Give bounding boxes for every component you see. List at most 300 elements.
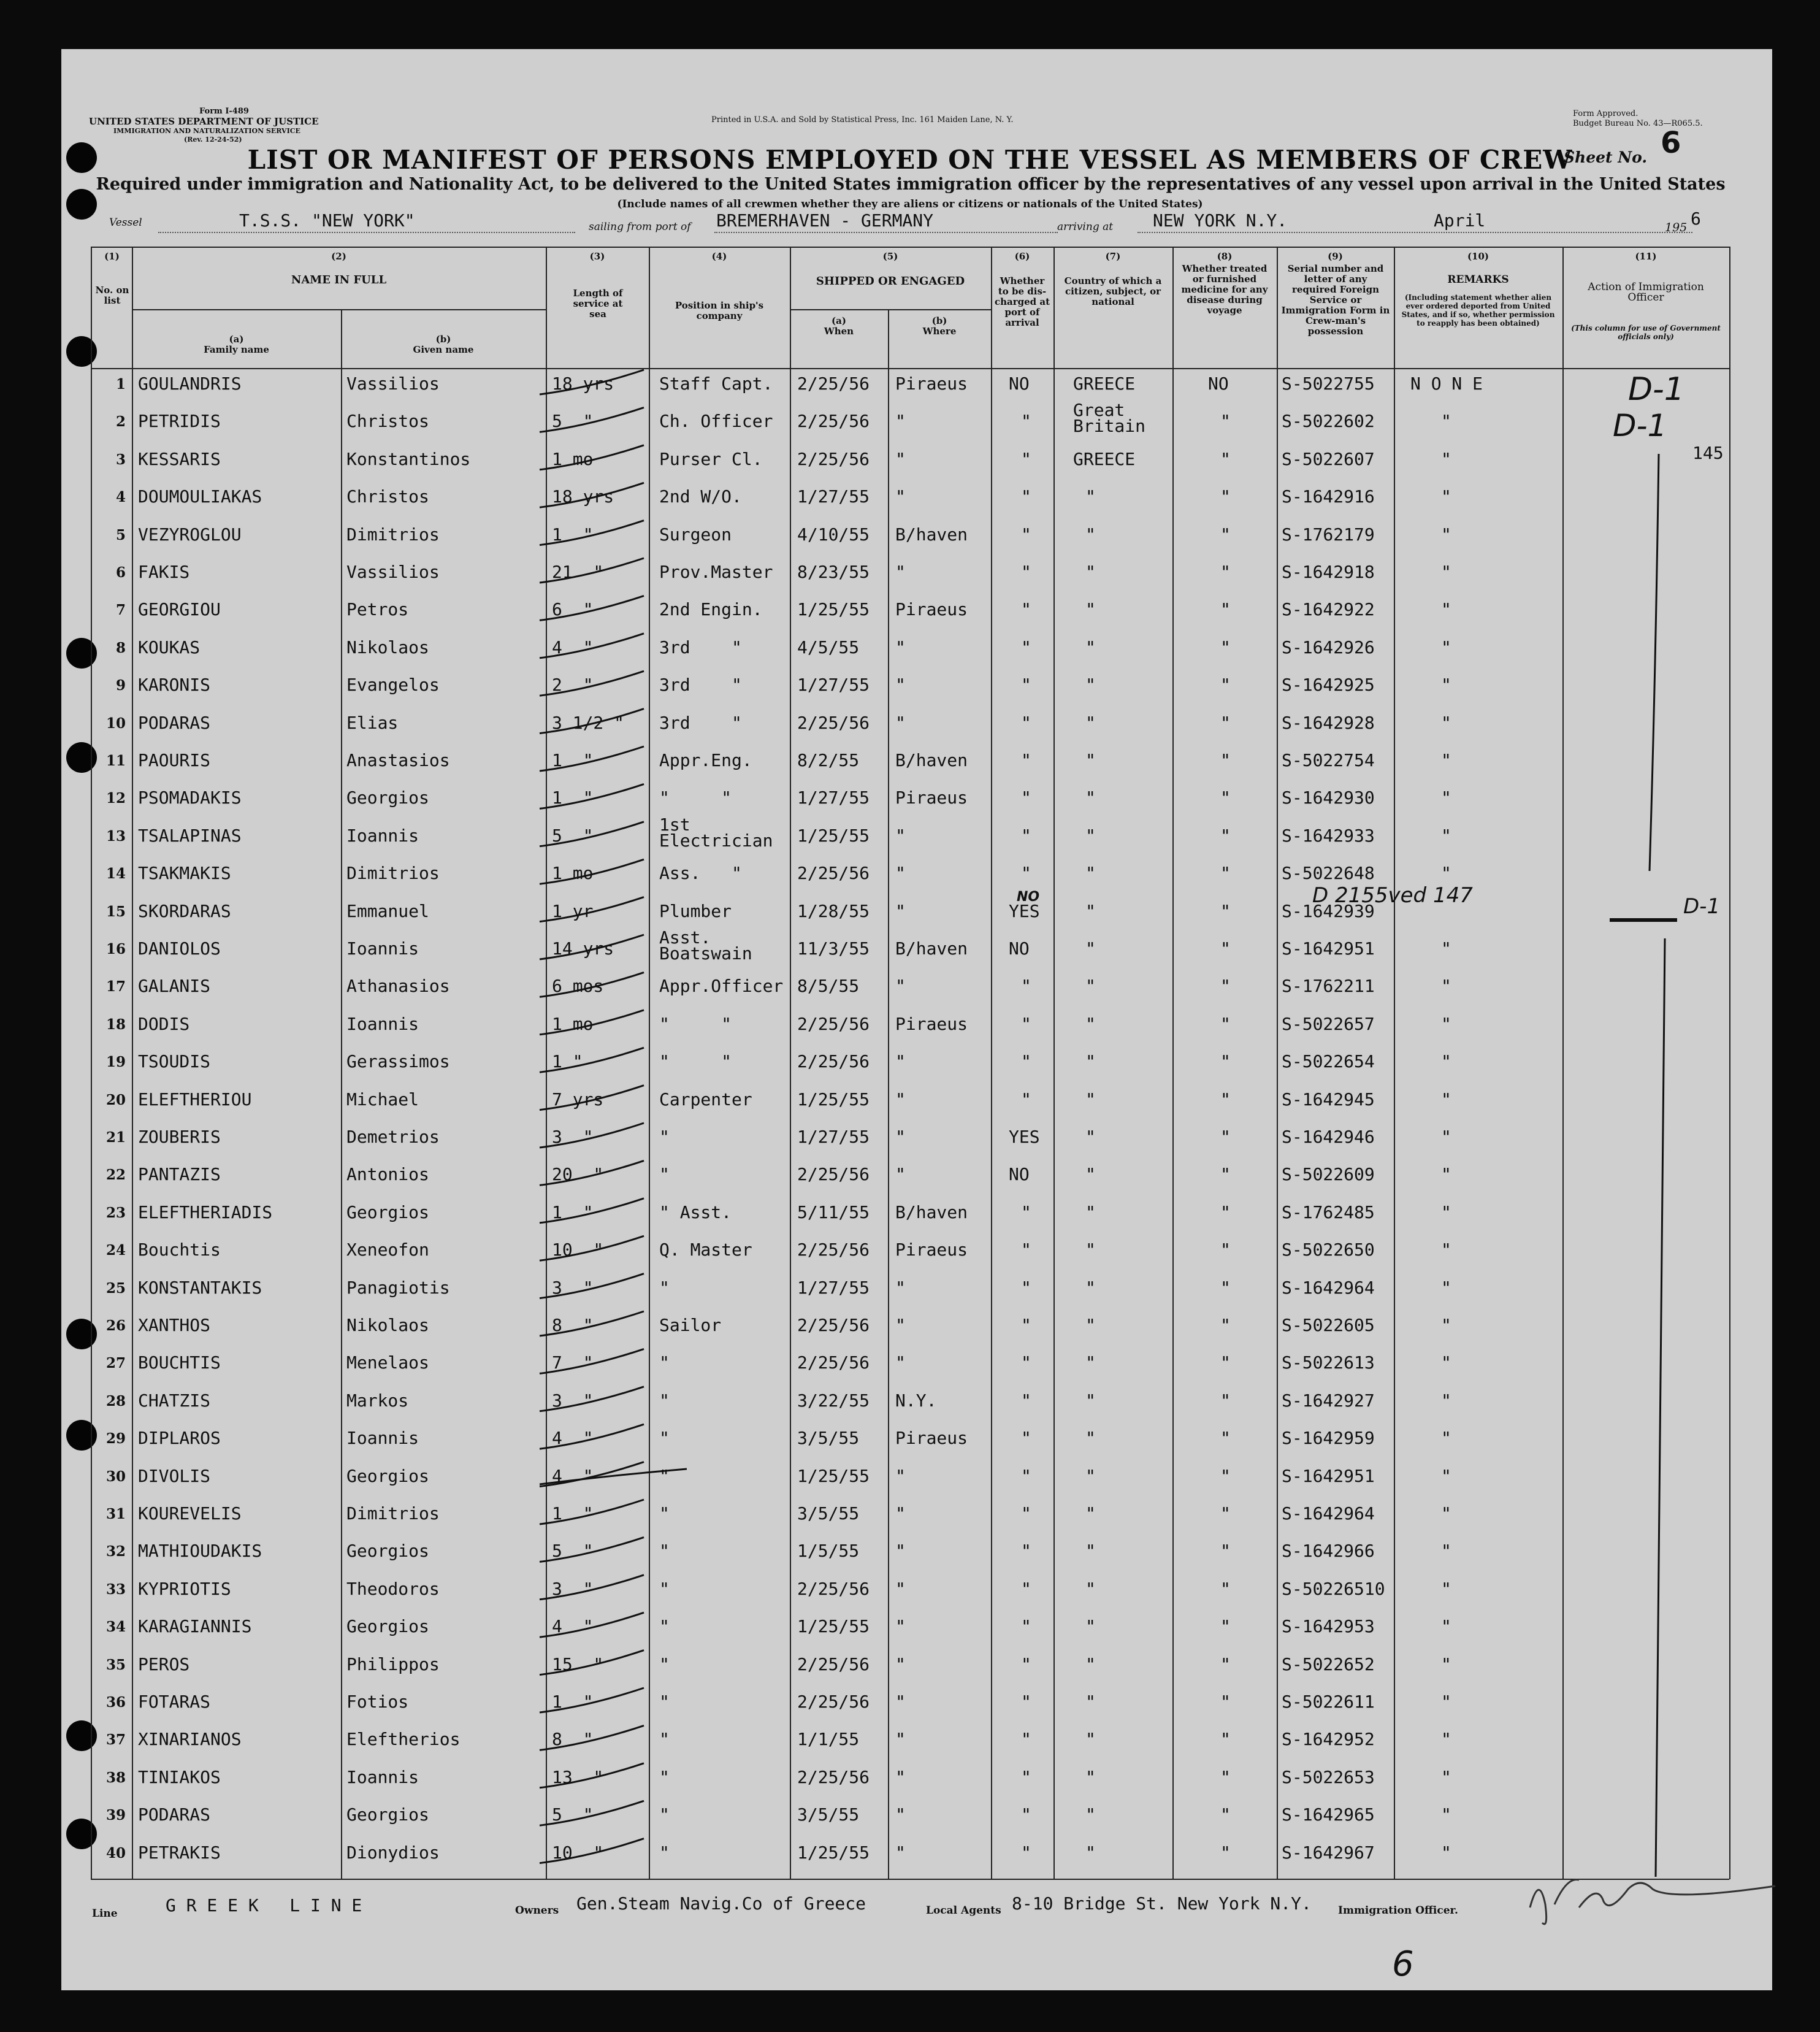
shipped-when: 2/25/56 (797, 863, 870, 884)
discharge: " (1021, 1013, 1031, 1034)
arrival-port: NEW YORK N.Y. (1153, 210, 1288, 231)
discharge: " (1021, 750, 1031, 770)
discharge: " (1021, 1692, 1031, 1712)
serial-number: S-1642965 (1282, 1804, 1375, 1825)
serial-number: S-5022605 (1282, 1315, 1375, 1335)
shipped-where: Piraeus (895, 1428, 968, 1449)
medicine: " (1220, 637, 1231, 658)
medicine: " (1220, 562, 1231, 582)
shipped-when: 2/25/56 (797, 1315, 870, 1335)
discharge: " (1021, 1503, 1031, 1524)
shipped-when: 1/25/55 (797, 1089, 870, 1110)
serial-number: S-1642933 (1282, 825, 1375, 846)
shipped-when: 1/25/55 (797, 599, 870, 620)
discharge: " (1021, 1654, 1031, 1674)
discharge: " (1021, 1315, 1031, 1335)
remarks: " (1441, 1240, 1451, 1260)
given-name: Nikolaos (346, 637, 429, 658)
family-name: DODIS (138, 1013, 190, 1034)
row-number: 10 (105, 715, 126, 732)
discharge: " (1021, 562, 1031, 582)
family-name: GALANIS (138, 976, 211, 997)
serial-number: S-5022653 (1282, 1766, 1375, 1787)
row-number: 1 (115, 376, 126, 393)
shipped-where: " (895, 825, 906, 846)
family-name: KARONIS (138, 675, 211, 696)
remarks: N O N E (1410, 374, 1483, 394)
country: " (1085, 562, 1096, 582)
serial-number: S-1642953 (1282, 1616, 1375, 1637)
shipped-when: 1/25/55 (797, 1616, 870, 1637)
serial-number: S-1642926 (1282, 637, 1375, 658)
shipped-where: B/haven (895, 1202, 968, 1222)
given-name: Konstantinos (346, 448, 471, 469)
service-length: 4 " (552, 637, 594, 658)
service-length: 1 mo (552, 863, 594, 884)
remarks: " (1441, 448, 1451, 469)
remarks: " (1441, 486, 1451, 507)
position: Staff Capt. (659, 374, 773, 394)
country: " (1085, 1240, 1096, 1260)
service-length: 4 " (552, 1465, 594, 1486)
col-10-label: REMARKS (1447, 274, 1509, 286)
remarks: " (1441, 712, 1451, 733)
shipped-when: 2/25/56 (797, 1240, 870, 1260)
position: 2nd Engin. (659, 599, 763, 620)
row-number: 9 (115, 677, 126, 694)
shipped-where: " (895, 1766, 906, 1787)
family-name: VEZYROGLOU (138, 524, 242, 545)
shipped-when: 2/25/56 (797, 1578, 870, 1599)
country: " (1085, 486, 1096, 507)
position: " (659, 1465, 670, 1486)
shipped-when: 2/25/56 (797, 1766, 870, 1787)
medicine: NO (1208, 374, 1229, 394)
remarks: " (1441, 788, 1451, 808)
col-11-label: Action of Immigration Officer (1588, 281, 1704, 304)
medicine: " (1220, 1578, 1231, 1599)
family-name: KARAGIANNIS (138, 1616, 252, 1637)
serial-number: S-1642916 (1282, 486, 1375, 507)
serial-number: S-1642964 (1282, 1277, 1375, 1298)
remarks: " (1441, 938, 1451, 959)
row-number: 35 (105, 1656, 126, 1673)
service-length: 18 yrs (552, 374, 614, 394)
row-number: 36 (105, 1694, 126, 1711)
family-name: PANTAZIS (138, 1164, 221, 1185)
discharge: " (1021, 1842, 1031, 1863)
position: " (659, 1766, 670, 1787)
given-name: Athanasios (346, 976, 450, 997)
shipped-where: " (895, 1089, 906, 1110)
position: " " (659, 1051, 732, 1072)
row-number: 16 (105, 941, 126, 957)
discharge: " (1021, 1390, 1031, 1411)
shipped-when: 1/5/55 (797, 1541, 860, 1562)
medicine: " (1220, 750, 1231, 770)
remarks: " (1441, 1692, 1451, 1712)
service-length: 10 " (552, 1842, 604, 1863)
position: Asst. Boatswain (659, 927, 752, 964)
row-number: 20 (105, 1091, 126, 1108)
row-number: 8 (115, 639, 126, 656)
serial-number: S-1642967 (1282, 1842, 1375, 1863)
service-length: 7 " (552, 1352, 594, 1373)
shipped-where: " (895, 1842, 906, 1863)
remarks: " (1441, 524, 1451, 545)
serial-number: S-1762211 (1282, 976, 1375, 997)
col-11-note: (This column for use of Government officials only) (1571, 324, 1721, 341)
col-2-label: NAME IN FULL (291, 274, 387, 286)
position: 2nd W/O. (659, 486, 742, 507)
budget-bureau: Budget Bureau No. 43—R065.5. (1573, 119, 1703, 128)
medicine: " (1220, 1692, 1231, 1712)
family-name: PODARAS (138, 712, 211, 733)
country: " (1085, 825, 1096, 846)
service-length: 1 " (552, 788, 594, 808)
row-number: 22 (105, 1167, 126, 1184)
given-name: Panagiotis (346, 1277, 450, 1298)
discharge: " (1021, 1616, 1031, 1637)
handwritten-d1-second: D-1 (1613, 408, 1667, 443)
remarks: " (1441, 1541, 1451, 1562)
country: " (1085, 524, 1096, 545)
position: " (659, 1277, 670, 1298)
row-number: 32 (105, 1543, 126, 1560)
col-11-number: (11) (1635, 251, 1657, 262)
service-length: 6 mos (552, 976, 604, 997)
given-name: Fotios (346, 1692, 409, 1712)
position: Carpenter (659, 1089, 752, 1110)
given-name: Dionydios (346, 1842, 440, 1863)
position: " (659, 1842, 670, 1863)
shipped-where: " (895, 1692, 906, 1712)
shipped-when: 8/23/55 (797, 562, 870, 582)
handwritten-no-correction: NO (1017, 889, 1040, 905)
shipped-when: 1/1/55 (797, 1729, 860, 1750)
col-2a-label: (a) Family name (204, 334, 269, 355)
serial-number: S-5022607 (1282, 448, 1375, 469)
family-name: TINIAKOS (138, 1766, 221, 1787)
service-length: 1 mo (552, 448, 594, 469)
country: " (1085, 1842, 1096, 1863)
shipped-when: 11/3/55 (797, 938, 870, 959)
handwritten-145: 145 (1692, 443, 1724, 463)
service-length: 1 yr (552, 900, 594, 921)
discharge: NO (1009, 1164, 1030, 1185)
medicine: " (1220, 1616, 1231, 1637)
col-6-label: Whether to be dis-charged at port of arrival (994, 275, 1050, 328)
medicine: " (1220, 448, 1231, 469)
col-9-number: (9) (1328, 251, 1343, 262)
row-number: 13 (105, 827, 126, 845)
service-length: 1 mo (552, 1013, 594, 1034)
sheet-number: 6 (1661, 126, 1681, 160)
serial-number: S-5022650 (1282, 1240, 1375, 1260)
discharge: " (1021, 1277, 1031, 1298)
country: GREECE (1073, 448, 1136, 469)
discharge: NO (1009, 938, 1030, 959)
serial-number: S-1642952 (1282, 1729, 1375, 1750)
given-name: Ioannis (346, 1766, 419, 1787)
serial-number: S-5022657 (1282, 1013, 1375, 1034)
serial-number: S-5022609 (1282, 1164, 1375, 1185)
year-suffix: 6 (1691, 209, 1701, 229)
remarks: " (1441, 750, 1451, 770)
country: " (1085, 675, 1096, 696)
country: " (1085, 712, 1096, 733)
shipped-where: Piraeus (895, 374, 968, 394)
shipped-when: 1/25/55 (797, 1842, 870, 1863)
row-number: 17 (105, 978, 126, 995)
discharge: " (1021, 1804, 1031, 1825)
medicine: " (1220, 1804, 1231, 1825)
medicine: " (1220, 599, 1231, 620)
position: " (659, 1541, 670, 1562)
service-length: 20 " (552, 1164, 604, 1185)
medicine: " (1220, 976, 1231, 997)
service-length: 5 " (552, 825, 594, 846)
given-name: Emmanuel (346, 900, 429, 921)
shipped-when: 2/25/56 (797, 1692, 870, 1712)
shipped-where: " (895, 863, 906, 884)
service-length: 5 " (552, 1541, 594, 1562)
family-name: FOTARAS (138, 1692, 211, 1712)
shipped-when: 2/25/56 (797, 1051, 870, 1072)
col-9-label: Serial number and letter of any required Foreign Service or Immigration Form in Crew-man's possession (1281, 263, 1390, 337)
shipped-where: " (895, 1352, 906, 1373)
discharge: NO (1009, 374, 1030, 394)
include-note: (Include names of all crewmen whether they are aliens or citizens or nationals of the United States) (617, 198, 1203, 210)
service-length: 5 " (552, 411, 594, 432)
shipped-when: 1/27/55 (797, 1127, 870, 1147)
position: Appr.Officer (659, 976, 784, 997)
discharge: " (1021, 712, 1031, 733)
country: " (1085, 1692, 1096, 1712)
handwritten-row15-action: D-1 (1683, 894, 1721, 919)
serial-number: S-5022602 (1282, 411, 1375, 432)
remarks: " (1441, 1315, 1451, 1335)
position: Prov.Master (659, 562, 773, 582)
medicine: " (1220, 1352, 1231, 1373)
shipped-when: 2/25/56 (797, 1654, 870, 1674)
medicine: " (1220, 900, 1231, 921)
col-2b-label: (b) Given name (413, 334, 474, 355)
service-length: 3 1/2 " (552, 712, 625, 733)
given-name: Ioannis (346, 825, 419, 846)
shipped-when: 1/28/55 (797, 900, 870, 921)
shipped-where: " (895, 1277, 906, 1298)
remarks: " (1441, 1729, 1451, 1750)
service-length: 4 " (552, 1616, 594, 1637)
shipped-when: 2/25/56 (797, 1013, 870, 1034)
country: " (1085, 1352, 1096, 1373)
shipped-where: " (895, 976, 906, 997)
family-name: MATHIOUDAKIS (138, 1541, 262, 1562)
medicine: " (1220, 1503, 1231, 1524)
serial-number: S-1642945 (1282, 1089, 1375, 1110)
serial-number: S-5022652 (1282, 1654, 1375, 1674)
row-number: 19 (105, 1054, 126, 1071)
row-number: 28 (105, 1392, 126, 1409)
position: " (659, 1804, 670, 1825)
line-label: Line (92, 1907, 118, 1920)
family-name: TSAKMAKIS (138, 863, 231, 884)
given-name: Georgios (346, 1465, 429, 1486)
row-number: 12 (105, 790, 126, 807)
family-name: SKORDARAS (138, 900, 231, 921)
shipped-when: 4/5/55 (797, 637, 860, 658)
remarks: " (1441, 1127, 1451, 1147)
position: " (659, 1654, 670, 1674)
col-2-number: (2) (331, 251, 346, 262)
given-name: Dimitrios (346, 1503, 440, 1524)
shipped-when: 1/27/55 (797, 788, 870, 808)
medicine: " (1220, 863, 1231, 884)
service-length: 1 " (552, 524, 594, 545)
discharge: " (1021, 1089, 1031, 1110)
medicine: " (1220, 1127, 1231, 1147)
shipped-where: " (895, 1541, 906, 1562)
shipped-when: 2/25/56 (797, 1164, 870, 1185)
row-number: 3 (115, 451, 126, 468)
discharge: " (1021, 1051, 1031, 1072)
shipped-when: 8/2/55 (797, 750, 860, 770)
medicine: " (1220, 938, 1231, 959)
family-name: DANIOLOS (138, 938, 221, 959)
serial-number: S-1642951 (1282, 1465, 1375, 1486)
remarks: " (1441, 976, 1451, 997)
country: GREECE (1073, 374, 1136, 394)
position: " (659, 1692, 670, 1712)
col-5-label: SHIPPED OR ENGAGED (816, 275, 965, 288)
col-10-note: (Including statement whether alien ever ordered deported from United States, and if so, whether permission to reapply has been obtained) (1401, 293, 1555, 328)
line-name: G R E E K L I N E (166, 1895, 362, 1915)
service-length: 4 " (552, 1428, 594, 1449)
family-name: CHATZIS (138, 1390, 211, 1411)
shipped-where: " (895, 448, 906, 469)
serial-number: S-5022648 (1282, 863, 1375, 884)
row-number: 26 (105, 1317, 126, 1334)
serial-number: S-1642922 (1282, 599, 1375, 620)
country: " (1085, 1277, 1096, 1298)
position: 1st Electrician (659, 814, 773, 851)
family-name: KESSARIS (138, 448, 221, 469)
discharge: YES (1009, 1127, 1040, 1147)
given-name: Gerassimos (346, 1051, 450, 1072)
shipped-where: " (895, 1315, 906, 1335)
remarks: " (1441, 1352, 1451, 1373)
position: Ass. " (659, 863, 742, 884)
service-length: 3 " (552, 1127, 594, 1147)
discharge: " (1021, 1465, 1031, 1486)
remarks: " (1441, 863, 1451, 884)
serial-number: S-1642930 (1282, 788, 1375, 808)
country: " (1085, 1578, 1096, 1599)
country: " (1085, 1729, 1096, 1750)
row-number: 27 (105, 1355, 126, 1372)
shipped-where: " (895, 1654, 906, 1674)
position: " (659, 1352, 670, 1373)
handwritten-d1-top: D-1 (1628, 371, 1684, 408)
given-name: Philippos (346, 1654, 440, 1674)
remarks: " (1441, 1654, 1451, 1674)
country: " (1085, 1654, 1096, 1674)
shipped-when: 2/25/56 (797, 1352, 870, 1373)
service-length: 6 " (552, 599, 594, 620)
row-number: 11 (105, 753, 126, 769)
shipped-where: Piraeus (895, 599, 968, 620)
shipped-where: " (895, 486, 906, 507)
family-name: ELEFTHERIADIS (138, 1202, 273, 1222)
service-length: 3 " (552, 1390, 594, 1411)
medicine: " (1220, 1541, 1231, 1562)
service-length: 1 " (552, 750, 594, 770)
given-name: Vassilios (346, 562, 440, 582)
remarks: " (1441, 1503, 1451, 1524)
shipped-when: 5/11/55 (797, 1202, 870, 1222)
remarks: " (1441, 562, 1451, 582)
position: Purser Cl. (659, 448, 763, 469)
col-8-number: (8) (1217, 251, 1233, 262)
owners-name: Gen.Steam Navig.Co of Greece (576, 1893, 866, 1914)
service-length: 7 yrs (552, 1089, 604, 1110)
shipped-where: " (895, 1503, 906, 1524)
shipped-where: " (895, 1051, 906, 1072)
position: " (659, 1164, 670, 1185)
given-name: Xeneofon (346, 1240, 429, 1260)
medicine: " (1220, 1164, 1231, 1185)
agents-address: 8-10 Bridge St. New York N.Y. (1012, 1893, 1312, 1914)
service-length: 1 " (552, 1051, 583, 1072)
sailing-label: sailing from port of (589, 221, 691, 233)
position: 3rd " (659, 675, 742, 696)
position: " (659, 1503, 670, 1524)
family-name: PEROS (138, 1654, 190, 1674)
remarks: " (1441, 1390, 1451, 1411)
shipped-where: " (895, 1127, 906, 1147)
medicine: " (1220, 1465, 1231, 1486)
serial-number: S-1642959 (1282, 1428, 1375, 1449)
country: " (1085, 1390, 1096, 1411)
service-length: 3 " (552, 1578, 594, 1599)
given-name: Anastasios (346, 750, 450, 770)
remarks: " (1441, 1051, 1451, 1072)
service-length: 15 " (552, 1654, 604, 1674)
sheet-label: Sheet No. (1564, 148, 1648, 166)
medicine: " (1220, 1729, 1231, 1750)
discharge: " (1021, 486, 1031, 507)
medicine: " (1220, 1202, 1231, 1222)
col-7-number: (7) (1105, 251, 1121, 262)
family-name: KYPRIOTIS (138, 1578, 231, 1599)
family-name: GOULANDRIS (138, 374, 242, 394)
serial-number: S-5022613 (1282, 1352, 1375, 1373)
shipped-where: " (895, 637, 906, 658)
serial-number: S-50226510 (1282, 1578, 1385, 1599)
family-name: KONSTANTAKIS (138, 1277, 262, 1298)
family-name: GEORGIOU (138, 599, 221, 620)
given-name: Vassilios (346, 374, 440, 394)
country: " (1085, 1541, 1096, 1562)
row-number: 40 (105, 1844, 126, 1861)
row-number: 34 (105, 1619, 126, 1636)
country: " (1085, 788, 1096, 808)
medicine: " (1220, 1842, 1231, 1863)
discharge: " (1021, 1240, 1031, 1260)
discharge: " (1021, 788, 1031, 808)
given-name: Nikolaos (346, 1315, 429, 1335)
